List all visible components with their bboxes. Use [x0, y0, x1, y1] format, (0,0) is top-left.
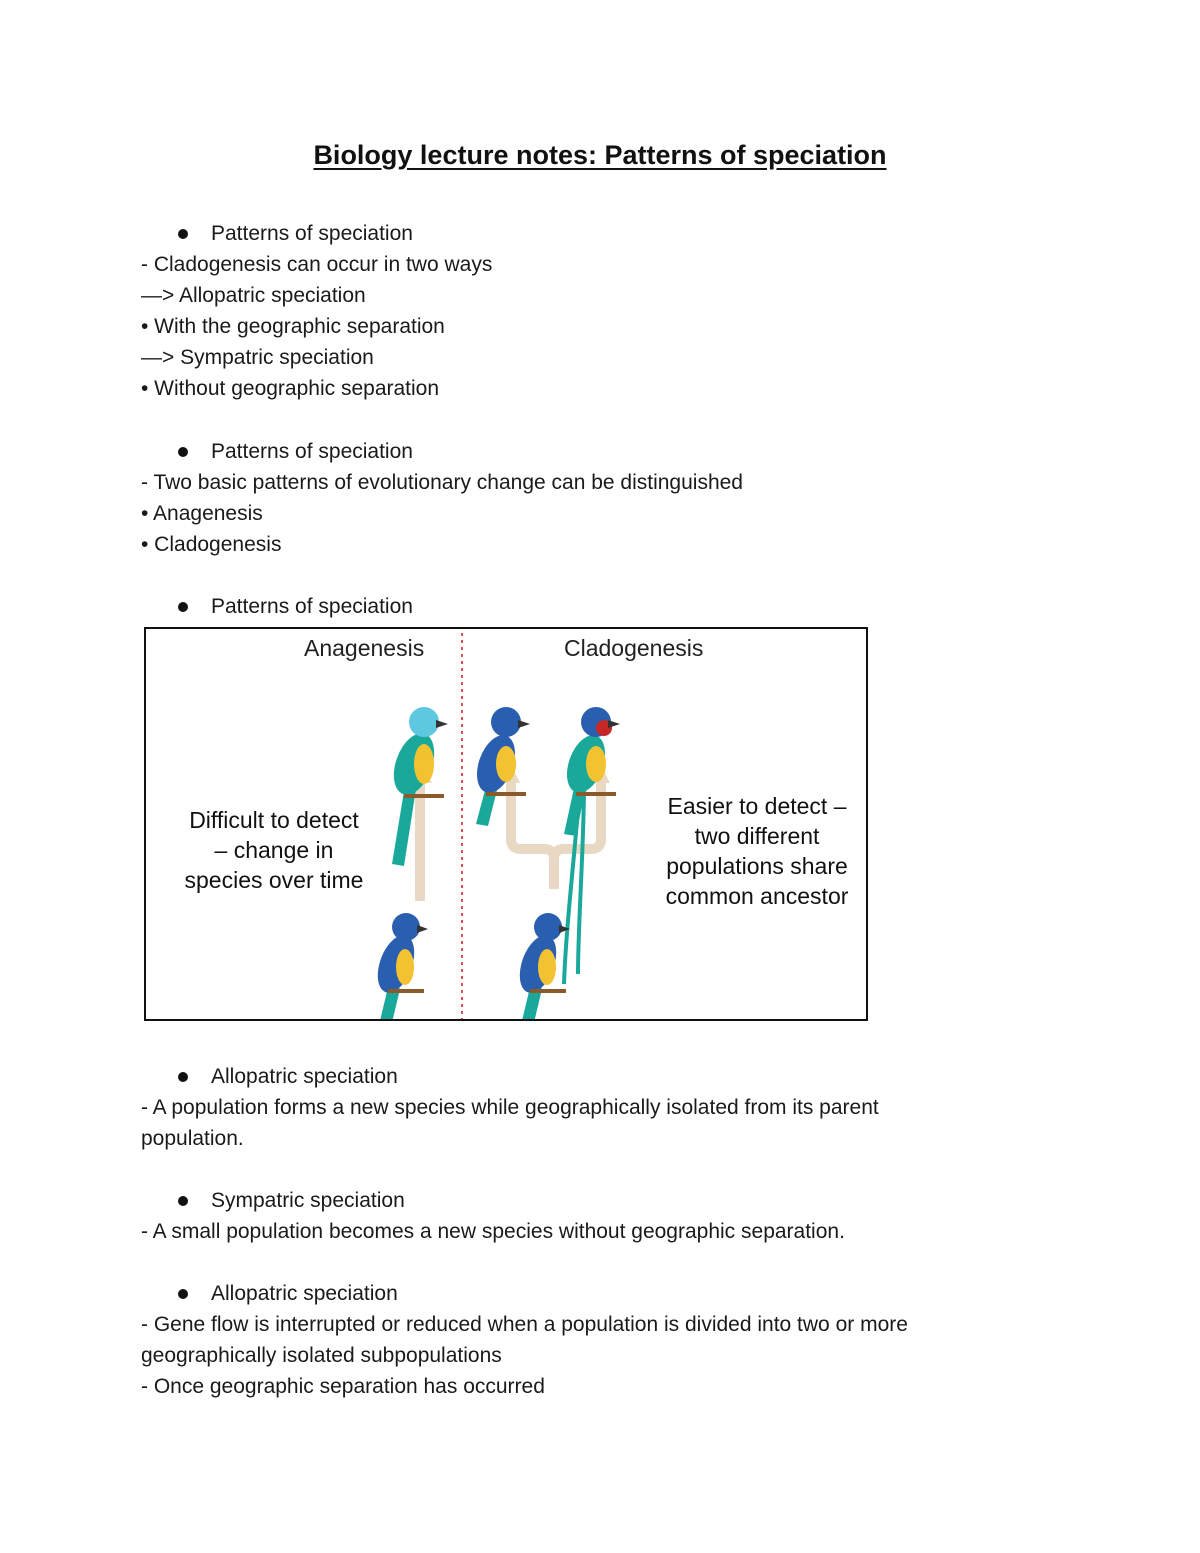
- text-line: populations share: [666, 853, 848, 879]
- note-line: • Without geographic separation: [141, 377, 440, 400]
- note-line: - Gene flow is interrupted or reduced when a population is divided into two or more: [141, 1313, 908, 1336]
- text-line: two different: [694, 823, 820, 849]
- page-title: Biology lecture notes: Patterns of speciation: [313, 140, 887, 170]
- cladogenesis-heading: Cladogenesis: [564, 635, 704, 661]
- note-line: - Two basic patterns of evolutionary change can be distinguished: [141, 471, 743, 494]
- bullet-dot: [178, 602, 188, 612]
- bird-cladogenesis-left: [470, 707, 530, 826]
- anagenesis-heading: Anagenesis: [304, 635, 425, 661]
- note-line: • Anagenesis: [141, 502, 263, 525]
- bullet-heading: Patterns of speciation: [211, 595, 413, 618]
- speciation-figure: [144, 627, 868, 1021]
- cladogenesis-arrow: [511, 781, 601, 889]
- bullet-dot: [178, 1289, 188, 1299]
- text-line: – change in: [214, 837, 334, 863]
- note-line: • Cladogenesis: [141, 533, 282, 556]
- note-line: - A population forms a new species while geographically isolated from its parent: [141, 1096, 879, 1119]
- bird-cladogenesis-ancestor: [513, 913, 570, 1021]
- bullet-dot: [178, 447, 188, 457]
- bullet-dot: [178, 229, 188, 239]
- note-line: —> Allopatric speciation: [141, 284, 366, 307]
- note-line: - Once geographic separation has occurred: [141, 1375, 545, 1398]
- bullet-dot: [178, 1072, 188, 1082]
- note-line: - A small population becomes a new species without geographic separation.: [141, 1220, 845, 1243]
- note-line: geographically isolated subpopulations: [141, 1344, 502, 1367]
- note-line: —> Sympatric speciation: [141, 346, 374, 369]
- text-line: Difficult to detect: [189, 807, 359, 833]
- text-line: species over time: [184, 867, 364, 893]
- bullet-heading: Patterns of speciation: [211, 440, 413, 463]
- bullet-heading: Patterns of speciation: [211, 222, 413, 245]
- bullet-heading: Allopatric speciation: [211, 1282, 398, 1305]
- note-line: - Cladogenesis can occur in two ways: [141, 253, 493, 276]
- note-line: population.: [141, 1127, 244, 1150]
- text-line: common ancestor: [665, 883, 849, 909]
- bullet-heading: Sympatric speciation: [211, 1189, 405, 1212]
- anagenesis-description: [174, 805, 374, 895]
- bird-anagenesis-bottom: [371, 913, 428, 1021]
- note-line: • With the geographic separation: [141, 315, 445, 338]
- bullet-dot: [178, 1196, 188, 1206]
- text-line: Easier to detect –: [667, 793, 847, 819]
- cladogenesis-description: [650, 791, 864, 911]
- bullet-heading: Allopatric speciation: [211, 1065, 398, 1088]
